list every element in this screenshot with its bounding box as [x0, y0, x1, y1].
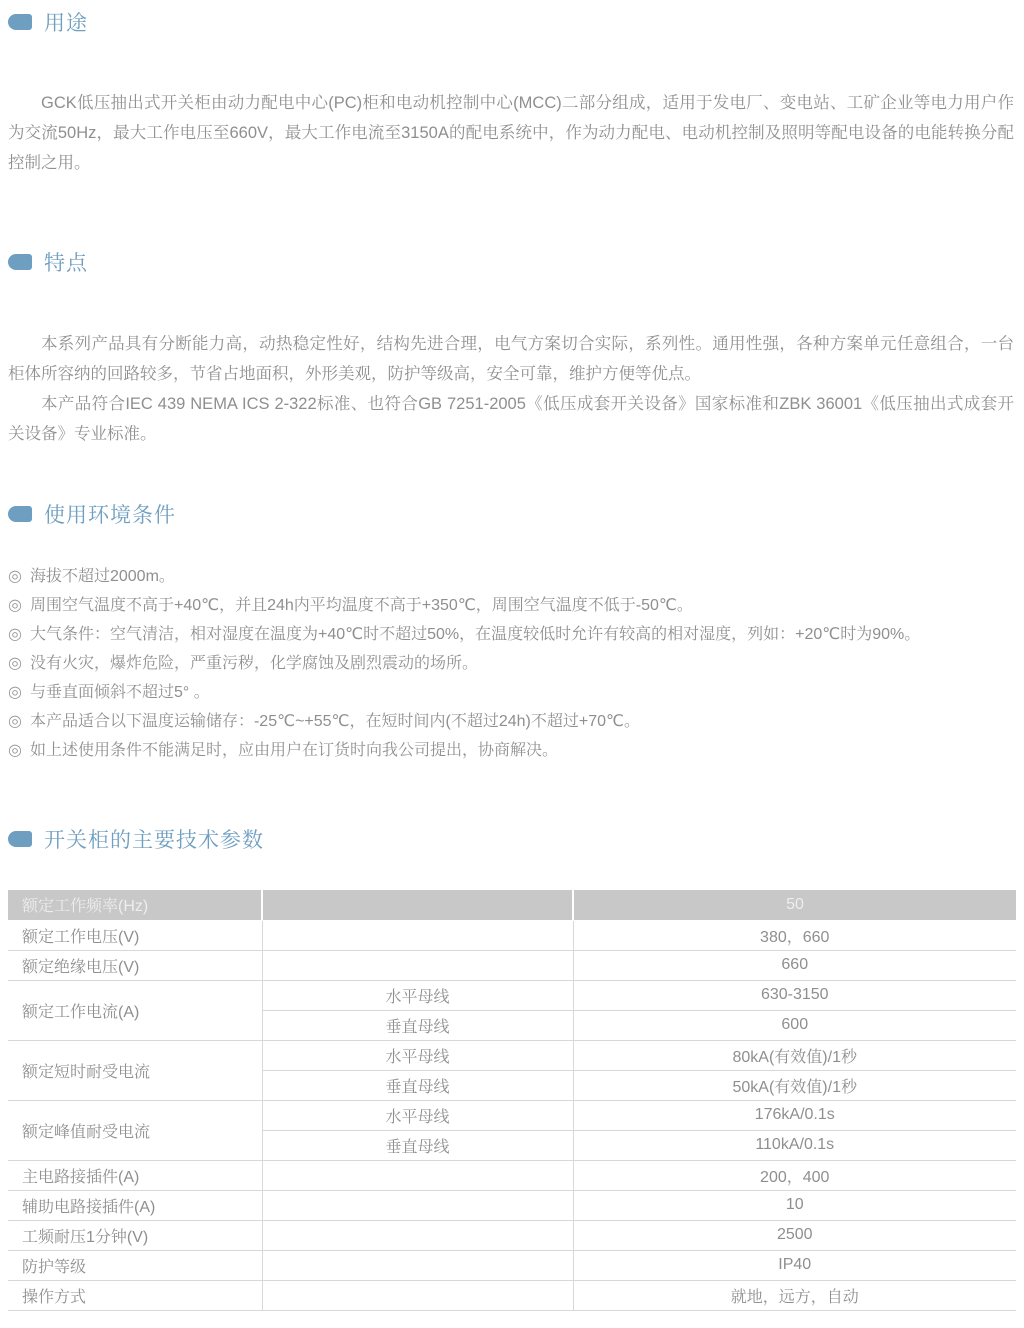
bus-type-cell: 垂直母线	[262, 1010, 573, 1040]
environment-item-text: 海拔不超过2000m。	[29, 568, 175, 585]
environment-item-text: 大气条件：空气清洁，相对湿度在温度为+40℃时不超过50%，在温度较低时允许有较高的相对湿度，列如：+20℃时为90%。	[29, 626, 921, 643]
ring-bullet-icon: ◎	[8, 713, 22, 730]
section-header-environment	[0, 499, 1024, 529]
table-row	[8, 1160, 1016, 1190]
bus-type-cell	[262, 1250, 573, 1280]
table-row	[8, 980, 1016, 1010]
ring-bullet-icon: ◎	[8, 655, 22, 672]
features-paragraph-1: 本系列产品具有分断能力高，动热稳定性好，结构先进合理，电气方案切合实际，系列性。通用性强，各种方案单元任意组合，一台柜体所容纳的回路较多，节省占地面积，外形美观，防护等级高，安全可靠，维护方便等优点。	[8, 335, 1014, 383]
param-value-cell: 380，660	[573, 920, 1016, 950]
table-row	[8, 1040, 1016, 1070]
features-paragraph-2: 本产品符合IEC 439 NEMA ICS 2-322标准、也符合GB 7251-2005《低压成套开关设备》国家标准和ZBK 36001《低压抽出式成套开关设备》专业标准。	[8, 395, 1014, 443]
param-value-cell: 600	[573, 1010, 1016, 1040]
environment-item	[8, 649, 1016, 678]
section-header-parameters	[0, 824, 1024, 854]
environment-item	[8, 678, 1016, 707]
bus-type-cell: 水平母线	[262, 1040, 573, 1070]
section-bullet-icon	[8, 831, 32, 847]
param-value-cell: 50	[573, 890, 1016, 920]
param-value-cell: 176kA/0.1s	[573, 1100, 1016, 1130]
bus-type-cell	[262, 1190, 573, 1220]
section-title-features: 特点	[44, 252, 88, 275]
ring-bullet-icon: ◎	[8, 626, 22, 643]
param-name-cell: 额定峰值耐受电流	[8, 1100, 262, 1160]
bus-type-cell	[262, 890, 573, 920]
environment-item-text: 本产品适合以下温度运输储存：-25℃~+55℃，在短时间内(不超过24h)不超过+70℃。	[29, 713, 640, 730]
param-name-cell: 额定工作频率(Hz)	[8, 890, 262, 920]
param-name-cell: 工频耐压1分钟(V)	[8, 1220, 262, 1250]
bus-type-cell	[262, 950, 573, 980]
ring-bullet-icon: ◎	[8, 597, 22, 614]
table-header-row	[8, 890, 1016, 920]
section-title-environment: 使用环境条件	[44, 504, 176, 527]
section-bullet-icon	[8, 14, 32, 30]
table-row	[8, 1100, 1016, 1130]
section-title-parameters: 开关柜的主要技术参数	[44, 829, 264, 852]
param-value-cell: 660	[573, 950, 1016, 980]
param-name-cell: 额定绝缘电压(V)	[8, 950, 262, 980]
section-bullet-icon	[8, 254, 32, 270]
bus-type-cell: 垂直母线	[262, 1130, 573, 1160]
ring-bullet-icon: ◎	[8, 684, 22, 701]
ring-bullet-icon: ◎	[8, 568, 22, 585]
environment-item	[8, 620, 1016, 649]
param-name-cell: 额定工作电流(A)	[8, 980, 262, 1040]
param-value-cell: 2500	[573, 1220, 1016, 1250]
param-value-cell: 80kA(有效值)/1秒	[573, 1040, 1016, 1070]
bus-type-cell	[262, 1160, 573, 1190]
environment-item-text: 如上述使用条件不能满足时，应由用户在订货时向我公司提出，协商解决。	[29, 742, 558, 759]
section-bullet-icon	[8, 506, 32, 522]
param-value-cell: 630-3150	[573, 980, 1016, 1010]
param-name-cell: 操作方式	[8, 1280, 262, 1310]
environment-list	[8, 562, 1016, 765]
bus-type-cell: 垂直母线	[262, 1070, 573, 1100]
parameters-table	[8, 890, 1016, 1311]
param-name-cell: 防护等级	[8, 1250, 262, 1280]
table-row	[8, 950, 1016, 980]
param-value-cell: 50kA(有效值)/1秒	[573, 1070, 1016, 1100]
param-value-cell: 就地，远方，自动	[573, 1280, 1016, 1310]
param-value-cell: 200，400	[573, 1160, 1016, 1190]
ring-bullet-icon: ◎	[8, 742, 22, 759]
environment-item	[8, 562, 1016, 591]
bus-type-cell	[262, 1280, 573, 1310]
param-name-cell: 主电路接插件(A)	[8, 1160, 262, 1190]
section-title-purpose: 用途	[44, 12, 88, 35]
param-name-cell: 辅助电路接插件(A)	[8, 1190, 262, 1220]
param-value-cell: 10	[573, 1190, 1016, 1220]
environment-item	[8, 736, 1016, 765]
environment-item	[8, 707, 1016, 736]
environment-item-text: 周围空气温度不高于+40℃，并且24h内平均温度不高于+350℃，周围空气温度不低于-50℃。	[29, 597, 693, 614]
table-row	[8, 1190, 1016, 1220]
param-value-cell: IP40	[573, 1250, 1016, 1280]
bus-type-cell: 水平母线	[262, 1100, 573, 1130]
table-row	[8, 1250, 1016, 1280]
bus-type-cell: 水平母线	[262, 980, 573, 1010]
param-name-cell: 额定短时耐受电流	[8, 1040, 262, 1100]
section-header-purpose	[0, 0, 1024, 37]
table-row	[8, 920, 1016, 950]
bus-type-cell	[262, 920, 573, 950]
section-header-features	[0, 247, 1024, 277]
purpose-paragraph: GCK低压抽出式开关柜由动力配电中心(PC)柜和电动机控制中心(MCC)二部分组成，适用于发电厂、变电站、工矿企业等电力用户作为交流50Hz，最大工作电压至660V，最大工作电流至3150A的配电系统中，作为动力配电、电动机控制及照明等配电设备的电能转换分配控制之用。	[8, 94, 1014, 172]
table-row	[8, 1280, 1016, 1310]
environment-item	[8, 591, 1016, 620]
bus-type-cell	[262, 1220, 573, 1250]
environment-item-text: 没有火灾，爆炸危险，严重污秽，化学腐蚀及剧烈震动的场所。	[29, 655, 478, 672]
features-text	[0, 329, 1024, 449]
environment-item-text: 与垂直面倾斜不超过5° 。	[29, 684, 210, 701]
param-value-cell: 110kA/0.1s	[573, 1130, 1016, 1160]
param-name-cell: 额定工作电压(V)	[8, 920, 262, 950]
table-row	[8, 1220, 1016, 1250]
